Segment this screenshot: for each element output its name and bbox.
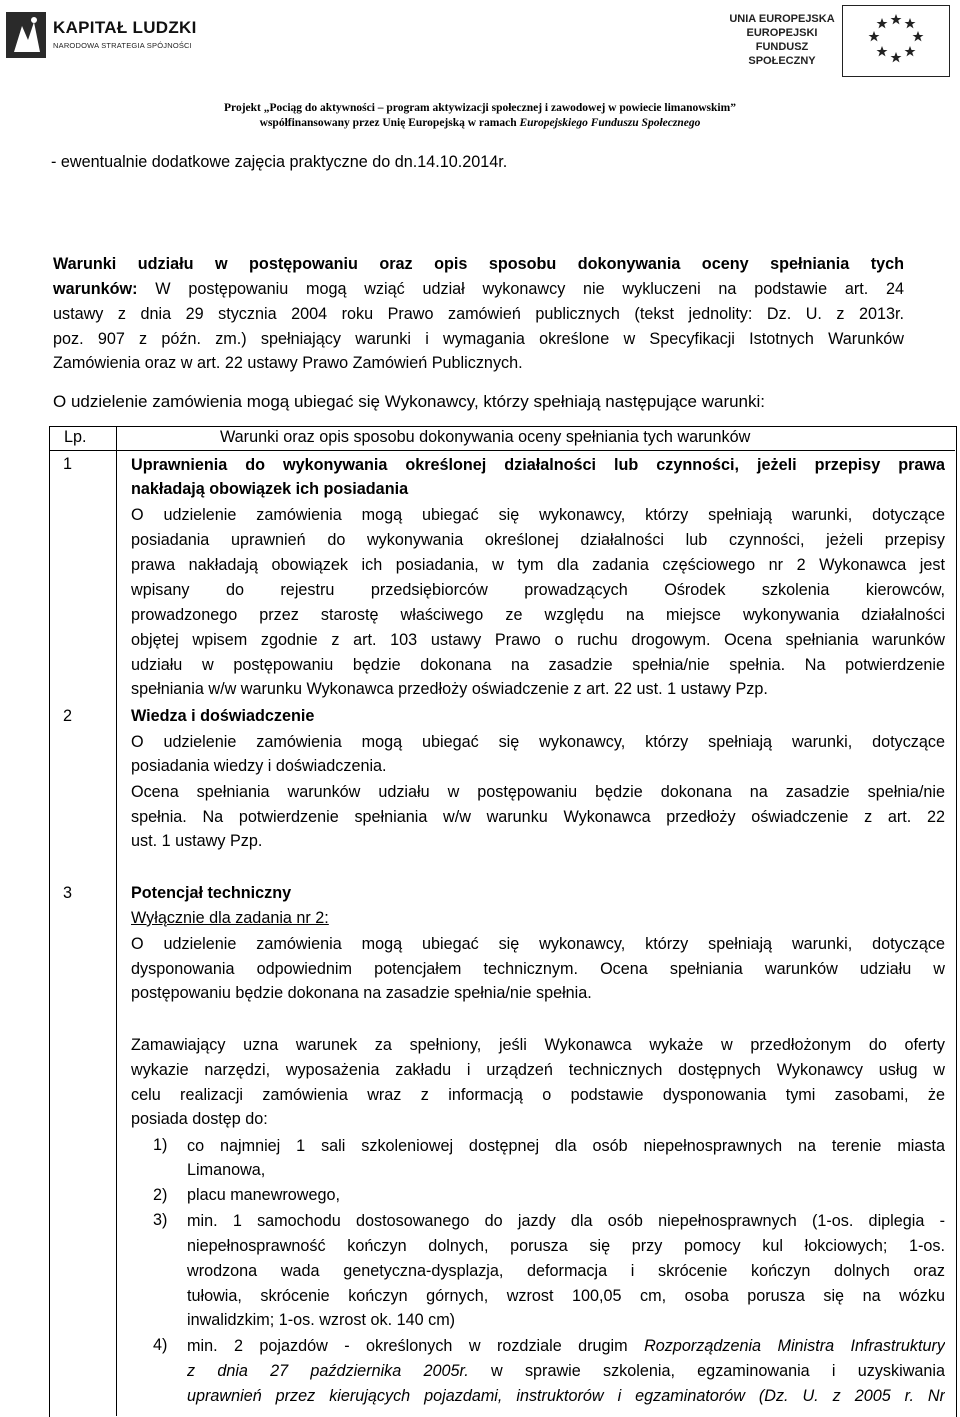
row-number: 2 xyxy=(63,707,73,725)
row-title: Wiedza i doświadczenie xyxy=(131,707,315,725)
list-marker: 4) xyxy=(153,1336,168,1354)
task-label-text: Wyłącznie dla zadania nr 2: xyxy=(131,909,329,927)
list-item-line: inwalidzkim; 1-os. wzrost ok. 140 cm) xyxy=(187,1311,456,1329)
kapital-ludzki-emblem-icon xyxy=(6,12,46,58)
eu-label-line: EUROPEJSKI xyxy=(746,27,818,39)
eu-flag-icon xyxy=(842,5,950,77)
extra-classes-note: - ewentualnie dodatkowe zajęcia praktyczne do dn.14.10.2014r. xyxy=(51,153,508,171)
row-text-line: spełnia. Na potwierdzenie spełniania w/w warunku Wykonawca przedłoży oświadczenie z art. 22 xyxy=(131,808,945,826)
row-title: nakładają obowiązek ich posiadania xyxy=(131,480,409,498)
conditions-lead: O udzielenie zamówienia mogą ubiegać się Wykonawcy, którzy spełniają następujące warunki: xyxy=(53,392,766,411)
task-label xyxy=(131,909,329,928)
list-marker: 3) xyxy=(153,1211,168,1229)
row-number: 3 xyxy=(63,884,73,902)
table-column-divider xyxy=(116,426,117,1416)
row-text-line: wykazie narzędzi, wyposażenia zakładu i urządzeń technicznych dostępnych Wykonawcy usług w xyxy=(131,1061,945,1079)
column-header-lp: Lp. xyxy=(64,428,87,446)
table-header-divider xyxy=(49,450,955,451)
row-text-line: dysponowania odpowiednim potencjałem technicznym. Ocena spełniania warunków udziału w xyxy=(131,960,945,978)
conditions-line xyxy=(53,279,904,299)
eu-label-line: FUNDUSZ SPOŁECZNY xyxy=(748,41,816,67)
regulation-text: min. 2 pojazdów - określonych w rozdziale drugim xyxy=(187,1337,645,1355)
eu-label-line: UNIA EUROPEJSKA xyxy=(729,13,835,25)
list-item-line xyxy=(187,1361,945,1381)
row-text-line: Ocena spełniania warunków udziału w postępowaniu będzie dokonana na zasadzie spełnia/nie xyxy=(131,783,945,801)
row-text-line: spełniania w/w warunku Wykonawca przedłoży oświadczenie z art. 22 ust. 1 ustawy Pzp. xyxy=(131,680,768,698)
row-text-line: O udzielenie zamówienia mogą ubiegać się wykonawcy, którzy spełniają warunki, dotyczące xyxy=(131,935,945,953)
list-item-line: co najmniej 1 sali szkoleniowej dostępnej dla osób niepełnosprawnych na terenie miasta xyxy=(187,1137,945,1155)
row-text-line: postępowaniu będzie dokonana na zasadzie spełnia/nie spełnia. xyxy=(131,984,592,1002)
regulation-text: w sprawie szkolenia, egzaminowania i uzyskiwania xyxy=(468,1362,945,1380)
fund-name: Europejskiego Funduszu Społecznego xyxy=(519,117,701,129)
conditions-text: W postępowaniu mogą wziąć udział wykonawcy nie wykluczeni na podstawie art. 24 xyxy=(137,280,904,298)
row-text-line: O udzielenie zamówienia mogą ubiegać się wykonawcy, którzy spełniają warunki, dotyczące xyxy=(131,506,945,524)
row-text-line: prawa nakładają obowiązek ich posiadania, w tym dla zadania częściowego nr 2 Wykonawca jest xyxy=(131,556,945,574)
row-text-line: wpisany do rejestru przedsiębiorców prowadzących Ośrodek szkolenia kierowców, xyxy=(131,581,945,599)
conditions-line: Zamówienia oraz w art. 22 ustawy Prawo Zamówień Publicznych. xyxy=(53,354,523,372)
conditions-line: ustawy z dnia 29 stycznia 2004 roku Prawo zamówień publicznych (tekst jednolity: Dz. U. z 2013r. xyxy=(53,305,904,323)
row-title: Potencjał techniczny xyxy=(131,884,292,902)
kapital-ludzki-name: KAPITAŁ LUDZKI xyxy=(53,18,197,37)
row-text-line: O udzielenie zamówienia mogą ubiegać się wykonawcy, którzy spełniają warunki, dotyczące xyxy=(131,733,945,751)
row-text-line: posiadania uprawnień do wykonywania określonej działalności lub czynności, jeżeli przepisy xyxy=(131,531,945,549)
conditions-line xyxy=(53,254,904,274)
kapital-ludzki-subtitle: NARODOWA STRATEGIA SPÓJNOŚCI xyxy=(53,41,192,50)
list-item-line xyxy=(187,1336,945,1356)
project-cofinancing xyxy=(0,116,960,131)
row-title: Uprawnienia do wykonywania określonej działalności lub czynności, jeżeli przepisy prawa xyxy=(131,456,945,474)
row-text-line: udziału w postępowaniu będzie dokonana na zasadzie spełnia/nie spełnia. Na potwierdzenie xyxy=(131,656,945,674)
row-number: 1 xyxy=(63,455,73,473)
eu-fund-label xyxy=(728,12,836,68)
column-header-description: Warunki oraz opis sposobu dokonywania oceny spełniania tych warunków xyxy=(220,428,751,446)
kapital-ludzki-logo xyxy=(6,12,206,58)
row-text-line: Zamawiający uzna warunek za spełniony, jeśli Wykonawca wykaże w przedłożonym do oferty xyxy=(131,1036,945,1054)
row-text-line: posiada dostęp do: xyxy=(131,1110,268,1128)
list-item-line: min. 1 samochodu dostosowanego do jazdy dla osób niepełnosprawnych (1-os. diplegia - xyxy=(187,1212,945,1230)
project-title: Projekt „Pociąg do aktywności – program aktywizacji społecznej i zawodowej w powiecie limanowskim” xyxy=(224,102,736,114)
row-text-line: ust. 1 ustawy Pzp. xyxy=(131,832,263,850)
list-item-line: placu manewrowego, xyxy=(187,1186,340,1204)
row-text-line: objętej wpisem zgodnie z art. 103 ustawy Prawo o ruchu drogowym. Ocena spełniania warunków xyxy=(131,631,945,649)
list-item-line: niepełnosprawność kończyn dolnych, porusza się przy pomocy kul łokciowych; 1-os. xyxy=(187,1237,945,1255)
list-item-line: Limanowa, xyxy=(187,1161,266,1179)
list-item-line: wrodzona wada genetyczna-dysplazja, deformacja i skrócenie kończyn dolnych oraz xyxy=(187,1262,945,1280)
row-text-line: prowadzonego przez starostę właściwego ze względu na miejsce wykonywania działalności xyxy=(131,606,945,624)
cofinancing-text: współfinansowany przez Unię Europejską w ramach xyxy=(259,117,520,129)
row-text-line: celu realizacji zamówienia wraz z informacją o podstawie dysponowania tymi zasobami, że xyxy=(131,1086,945,1104)
list-marker: 2) xyxy=(153,1186,168,1204)
list-item-line: uprawnień przez kierujących pojazdami, instruktorów i egzaminatorów (Dz. U. z 2005 r. Nr xyxy=(187,1387,945,1405)
regulation-title: Rozporządzenia Ministra Infrastruktury xyxy=(644,1337,945,1355)
project-header xyxy=(0,101,960,131)
conditions-heading: Warunki udziału w postępowaniu oraz opis sposobu dokonywania oceny spełniania tych xyxy=(53,255,904,273)
list-item-line: tułowia, skrócenie kończyn górnych, wzrost 100,05 cm, osoba porusza się na wózku xyxy=(187,1287,945,1305)
conditions-line: poz. 907 z późn. zm.) spełniający warunki i wymagania określone w Specyfikacji Istotnych Warunków xyxy=(53,330,904,348)
list-marker: 1) xyxy=(153,1136,168,1154)
regulation-date: z dnia 27 października 2005r. xyxy=(187,1362,469,1380)
conditions-heading: warunków: xyxy=(53,280,138,298)
row-text-line: posiadania wiedzy i doświadczenia. xyxy=(131,757,387,775)
